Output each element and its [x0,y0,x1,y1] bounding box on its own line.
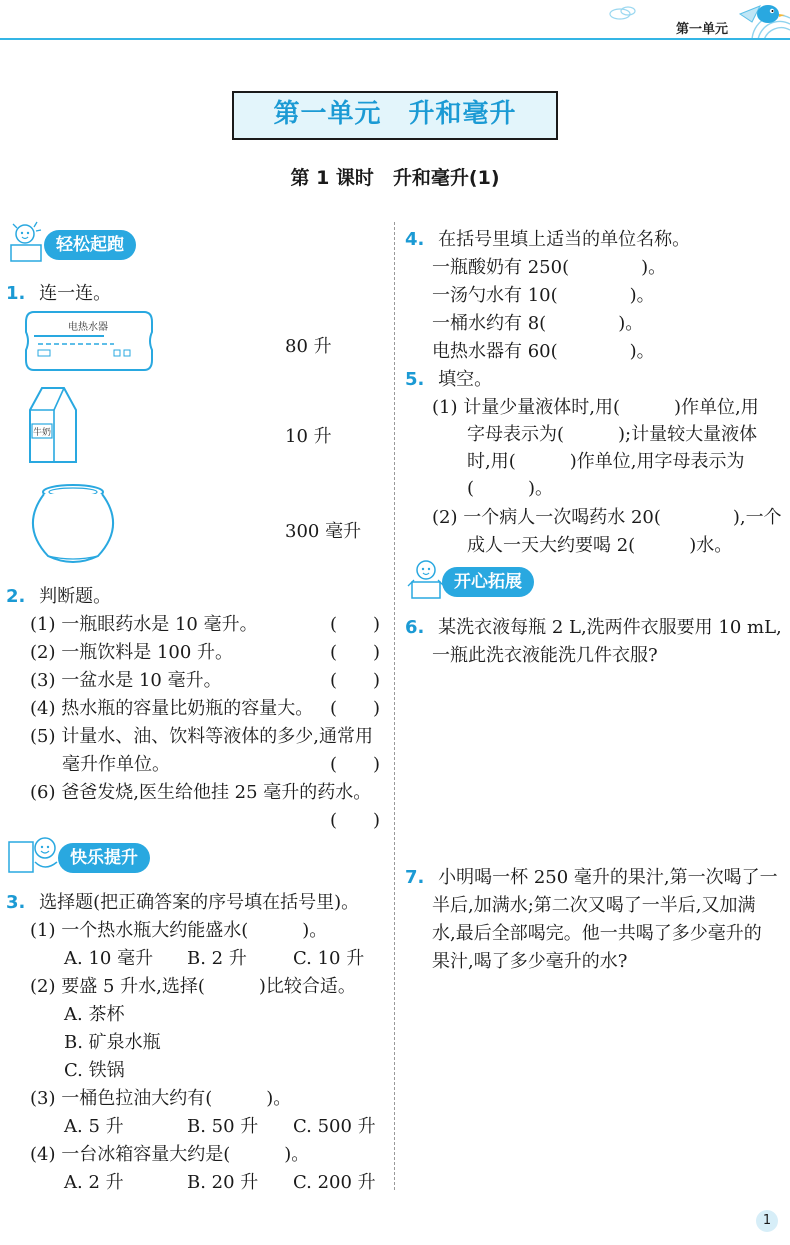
unit-tag: 第一单元 [676,22,729,37]
question-6 [405,613,782,639]
judge-item: (6) 爸爸发烧,医生给他挂 25 毫升的药水。 [30,782,372,803]
question-number: 2. [6,586,26,607]
unit-title: 第一单元 升和毫升 [273,99,517,129]
choice-option: A. 10 毫升 [64,948,154,969]
fill-line: 一桶水约有 8( )。 [432,313,644,334]
answer-bracket[interactable]: ( ) [330,754,381,775]
question-text: 小明喝一杯 250 毫升的果汁,第一次喝了一 [438,867,778,888]
question-text: 连一连。 [39,283,112,304]
question-text: 一瓶此洗衣液能洗几件衣服? [432,645,658,666]
question-4 [405,225,690,251]
question-number: 5. [405,369,425,390]
judge-item: (2) 一瓶饮料是 100 升。 [30,642,234,663]
question-number: 6. [405,617,425,638]
heater-label: 电热水器 [68,322,108,333]
question-text: 某洗衣液每瓶 2 L,洗两件衣服要用 10 mL, [438,617,782,638]
fill-line: 一瓶酸奶有 250( )。 [432,257,667,278]
answer-bracket[interactable]: ( ) [330,698,381,719]
match-option: 300 毫升 [285,521,362,542]
question-text: 果汁,喝了多少毫升的水? [432,951,628,972]
column-divider [394,222,395,1190]
choice-subquestion: (3) 一桶色拉油大约有( )。 [30,1088,292,1109]
choice-option: B. 50 升 [187,1116,259,1137]
choice-option: B. 矿泉水瓶 [64,1032,161,1053]
unit-title-box [232,91,558,140]
judge-item: (4) 热水瓶的容量比奶瓶的容量大。 [30,698,314,719]
fill-line: 成人一天大约要喝 2( )水。 [467,535,733,556]
choice-subquestion: (4) 一台冰箱容量大约是( )。 [30,1144,310,1165]
choice-subquestion: (1) 一个热水瓶大约能盛水( )。 [30,920,328,941]
fill-line: 电热水器有 60( )。 [432,341,655,362]
section-badge-happy: 快乐提升 [58,843,150,873]
judge-item-continued: 毫升作单位。 [62,754,170,775]
choice-option: B. 2 升 [187,948,247,969]
choice-option: A. 2 升 [64,1172,124,1193]
fill-line: 一汤勺水有 10( )。 [432,285,655,306]
question-3 [6,888,359,914]
choice-option: A. 5 升 [64,1116,124,1137]
question-text: 填空。 [438,369,493,390]
choice-option: C. 200 升 [293,1172,376,1193]
question-text: 水,最后全部喝完。他一共喝了多少毫升的 [432,923,762,944]
answer-bracket[interactable]: ( ) [330,642,381,663]
choice-option: C. 10 升 [293,948,365,969]
judge-item: (5) 计量水、油、饮料等液体的多少,通常用 [30,726,373,747]
judge-item: (1) 一瓶眼药水是 10 毫升。 [30,614,258,635]
choice-option: A. 茶杯 [64,1004,125,1025]
question-7 [405,863,778,889]
question-number: 1. [6,283,26,304]
question-number: 3. [6,892,26,913]
judge-item: (3) 一盆水是 10 毫升。 [30,670,222,691]
choice-option: C. 铁锅 [64,1060,125,1081]
header-rule [0,38,790,40]
question-text: 判断题。 [39,586,112,607]
match-option: 10 升 [285,426,332,447]
lesson-subtitle: 第 1 课时 升和毫升(1) [290,167,500,189]
fill-line: 字母表示为( );计量较大量液体 [467,424,758,445]
choice-subquestion: (2) 要盛 5 升水,选择( )比较合适。 [30,976,356,997]
question-text: 选择题(把正确答案的序号填在括号里)。 [39,892,360,913]
question-5 [405,365,492,391]
question-text: 半后,加满水;第二次又喝了一半后,又加满 [432,895,756,916]
match-option: 80 升 [285,336,332,357]
question-number: 7. [405,867,425,888]
choice-option: B. 20 升 [187,1172,259,1193]
page-number: 1 [756,1210,778,1232]
answer-bracket[interactable]: ( ) [330,614,381,635]
fill-line: 时,用( )作单位,用字母表示为 [467,451,745,472]
carton-label: 牛奶 [33,428,52,438]
fill-line: (2) 一个病人一次喝药水 20( ),一个 [432,507,782,528]
question-text: 在括号里填上适当的单位名称。 [438,229,691,250]
section-badge-extend: 开心拓展 [442,567,534,597]
fill-line: (1) 计量少量液体时,用( )作单位,用 [432,397,759,418]
question-number: 4. [405,229,425,250]
choice-option: C. 500 升 [293,1116,376,1137]
section-badge-easy: 轻松起跑 [44,230,136,260]
fill-line: ( )。 [467,478,554,499]
question-2 [6,582,111,608]
question-1 [6,279,111,305]
answer-bracket[interactable]: ( ) [330,810,381,831]
answer-bracket[interactable]: ( ) [330,670,381,691]
